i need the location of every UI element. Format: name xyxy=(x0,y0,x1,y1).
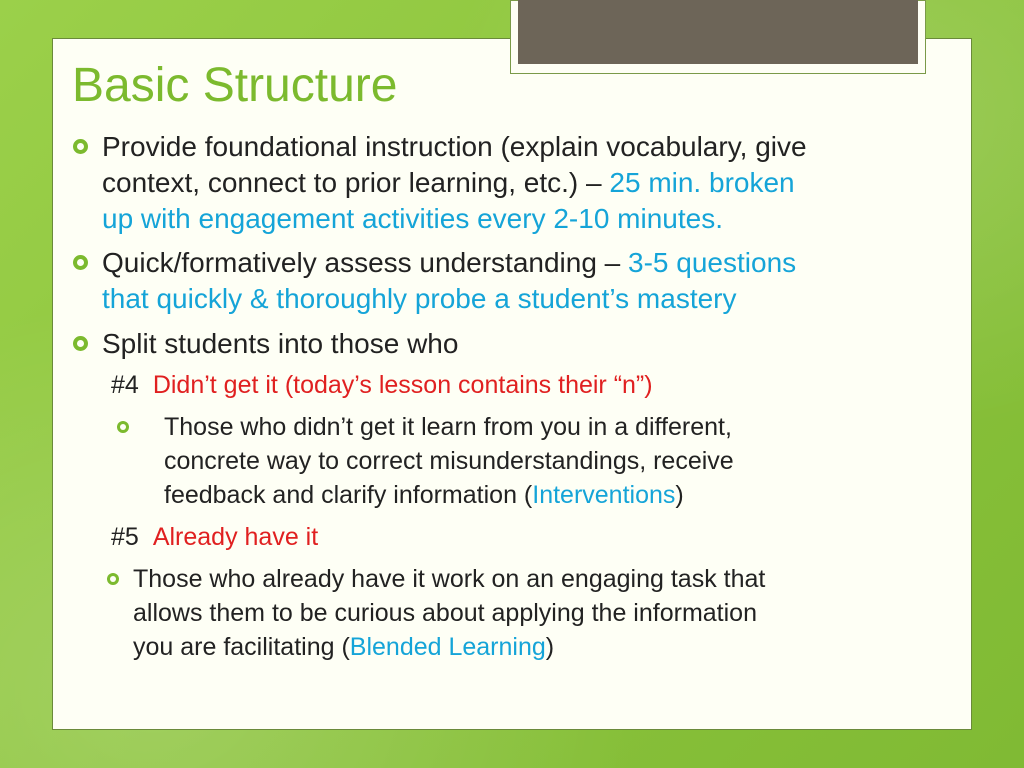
bullet-icon xyxy=(73,336,88,351)
bullet-icon xyxy=(73,255,88,270)
group5-line3-end: ) xyxy=(545,633,555,661)
bullet1-line2-text: context, connect to prior learning, etc.) – xyxy=(102,167,610,198)
bullet1-line2 xyxy=(102,163,795,202)
bullet2-line1 xyxy=(102,243,796,282)
bullet2-line2-highlight: that quickly & thoroughly probe a student’s mastery xyxy=(102,283,737,314)
bullet1-line3-highlight: up with engagement activities every 2-10 minutes. xyxy=(102,203,723,234)
bullet-icon xyxy=(73,139,88,154)
blended-learning-highlight: Blended Learning xyxy=(349,633,546,661)
bullet1-line1: Provide foundational instruction (explain vocabulary, give xyxy=(102,131,807,162)
group4-line2: concrete way to correct misunderstandings, receive xyxy=(164,447,734,475)
group5-line3-text: you are facilitating ( xyxy=(133,633,350,661)
group5-line3 xyxy=(133,630,554,664)
group4-number: #4 xyxy=(111,371,139,399)
group4-header xyxy=(111,368,653,402)
bullet2-line1-highlight: 3-5 questions xyxy=(628,247,797,278)
bullet2-line1-text: Quick/formatively assess understanding – xyxy=(102,247,629,278)
slide-title: Basic Structure xyxy=(72,59,398,112)
group5-line1: Those who already have it work on an engaging task that xyxy=(133,565,766,593)
group5-line2: allows them to be curious about applying the information xyxy=(133,599,757,627)
group4-line3-end: ) xyxy=(675,481,684,509)
group5-label: Already have it xyxy=(152,523,319,551)
corner-decoration-box xyxy=(518,0,918,64)
group4-line3 xyxy=(164,478,684,512)
bullet1-line2-highlight: 25 min. broken xyxy=(609,167,795,198)
bullet-icon xyxy=(107,573,119,585)
group5-number: #5 xyxy=(111,523,139,551)
group4-line1: Those who didn’t get it learn from you in a different, xyxy=(164,413,732,441)
bullet3-text: Split students into those who xyxy=(102,328,459,359)
group4-line3-text: feedback and clarify information ( xyxy=(164,481,533,509)
group5-header xyxy=(111,520,318,554)
bullet-icon xyxy=(117,421,129,433)
group4-label: Didn’t get it (today’s lesson contains their “n”) xyxy=(152,371,653,399)
interventions-highlight: Interventions xyxy=(532,481,676,509)
